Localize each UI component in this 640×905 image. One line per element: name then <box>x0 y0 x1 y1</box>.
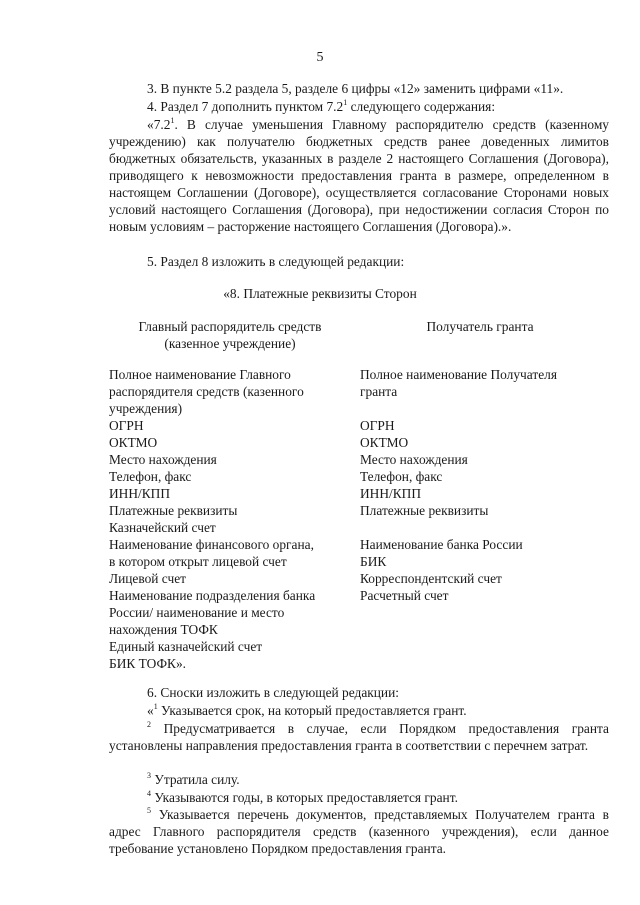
left-requisite-item: Телефон, факс <box>109 469 192 484</box>
left-requisite-item: в котором открыт лицевой счет <box>109 554 287 569</box>
footnote-1-open-quote: « <box>147 703 154 718</box>
item-4-superscript: 1 <box>343 98 348 107</box>
footnote-5 <box>109 806 609 857</box>
clause-superscript: 1 <box>170 116 175 125</box>
footnote-3-marker: 3 <box>147 771 151 780</box>
right-requisite-item: Полное наименование Получателя <box>360 367 557 382</box>
clause-number: «7.2 <box>147 117 171 132</box>
footnote-1 <box>109 702 609 719</box>
left-requisite-item: Лицевой счет <box>109 571 187 586</box>
right-requisite-item: ОГРН <box>360 418 395 433</box>
footnote-5-marker: 5 <box>147 806 151 815</box>
right-requisites-list <box>360 366 610 604</box>
right-requisite-item: Телефон, факс <box>360 469 443 484</box>
left-requisite-item: Место нахождения <box>109 452 217 467</box>
right-requisite-item: БИК <box>360 554 387 569</box>
left-requisite-item: Полное наименование Главного <box>109 367 291 382</box>
footnote-3 <box>109 771 609 788</box>
right-requisite-item: ОКТМО <box>360 435 409 450</box>
left-requisites-list <box>109 366 359 672</box>
right-requisite-item: гранта <box>360 384 398 399</box>
item-3-paragraph: 3. В пункте 5.2 раздела 5, разделе 6 цифры «12» заменить цифрами «11». <box>147 81 564 96</box>
item-4-text-end: следующего содержания: <box>347 99 496 114</box>
left-requisite-item: Платежные реквизиты <box>109 503 238 518</box>
page-number: 5 <box>316 50 324 65</box>
footnote-1-text: Указывается срок, на который предоставляется грант. <box>157 703 467 718</box>
item-6-paragraph: 6. Сноски изложить в следующей редакции: <box>147 685 399 700</box>
left-requisite-item: ОГРН <box>109 418 144 433</box>
left-requisite-item: БИК ТОФК». <box>109 656 187 671</box>
left-header-line-2: (казенное учреждение) <box>164 336 296 351</box>
right-requisite-item <box>360 400 610 417</box>
clause-text: . В случае уменьшения Главному распорядителю средств (казенному учреждению) как получателю бюджетных средств ранее доведенных лимитов бюджетных обязательств, указанных в разделе 2 настоящего Соглашения (Договора), приводящего к невозможности предоставления гранта в размере, определенном в настоящем Соглашении (Договоре), осуществляется согласование Сторонами новых условий настоящего Соглашения (Договора), при недостижении согласия Сторон по новым условиям – расторжение настоящего Соглашения (Договора).». <box>109 117 609 234</box>
item-4-paragraph <box>109 98 609 115</box>
right-requisite-item: Корреспондентский счет <box>360 571 502 586</box>
right-requisite-item: Платежные реквизиты <box>360 503 489 518</box>
right-requisite-item <box>360 519 610 536</box>
footnote-1-marker: 1 <box>153 702 158 711</box>
clause-7-2-1-paragraph <box>109 116 609 235</box>
footnote-4-text: Указываются годы, в которых предоставляется грант. <box>151 790 458 805</box>
footnote-2-text: Предусматривается в случае, если Порядком предоставления гранта установлены направления предоставления гранта в соответствии с перечнем затрат. <box>109 721 609 753</box>
left-requisite-item: ИНН/КПП <box>109 486 171 501</box>
right-requisite-item: ИНН/КПП <box>360 486 422 501</box>
footnote-5-text: Указывается перечень документов, представляемых Получателем гранта в адрес Главного распорядителя средств (казенного учреждения), если данное требование установлено Порядком предоставления гранта. <box>109 807 609 856</box>
footnote-3-text: Утратила силу. <box>151 772 240 787</box>
left-requisite-item: учреждения) <box>109 401 183 416</box>
left-requisite-item: России/ наименование и место <box>109 605 285 620</box>
left-requisite-item: ОКТМО <box>109 435 158 450</box>
right-requisite-item: Место нахождения <box>360 452 468 467</box>
right-requisite-item: Расчетный счет <box>360 588 449 603</box>
left-requisite-item: Казначейский счет <box>109 520 216 535</box>
footnote-2 <box>109 720 609 754</box>
left-requisite-item: распорядителя средств (казенного <box>109 384 304 399</box>
left-requisite-item: нахождения ТОФК <box>109 622 218 637</box>
left-requisite-item: Наименование подразделения банка <box>109 588 316 603</box>
footnote-4 <box>109 789 609 806</box>
footnote-2-marker: 2 <box>147 720 151 729</box>
footnote-4-marker: 4 <box>147 789 151 798</box>
right-column-header: Получатель гранта <box>426 319 534 334</box>
left-header-line-1: Главный распорядитель средств <box>138 319 322 334</box>
left-requisite-item: Единый казначейский счет <box>109 639 263 654</box>
item-5-paragraph: 5. Раздел 8 изложить в следующей редакции: <box>147 254 405 269</box>
left-requisite-item: Наименование финансового органа, <box>109 537 314 552</box>
right-requisite-item: Наименование банка России <box>360 537 523 552</box>
section-8-title: «8. Платежные реквизиты Сторон <box>223 286 417 301</box>
item-4-text: 4. Раздел 7 дополнить пунктом 7.2 <box>147 99 344 114</box>
left-column-header <box>110 318 350 352</box>
